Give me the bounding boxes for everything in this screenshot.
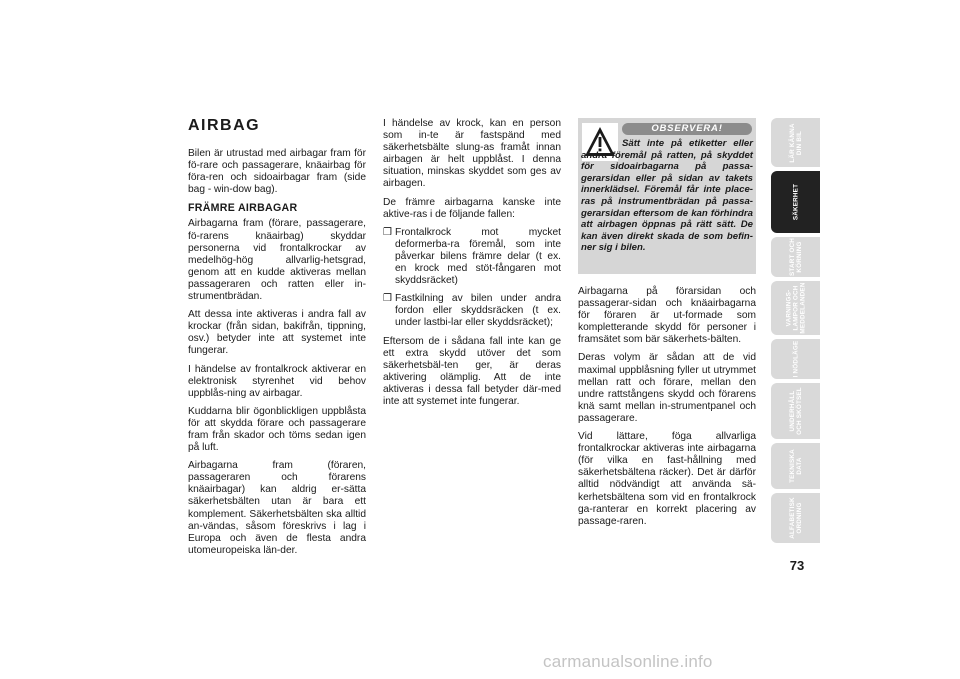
tab-tekniska-data[interactable] bbox=[771, 443, 820, 489]
watermark-text: carmanualsonline.info bbox=[543, 652, 713, 671]
paragraph: Att dessa inte aktiveras i andra fall av krockar (från sidan, bakifrån, tippning, osv.) betyder inte att systemet inte fungerar. bbox=[188, 309, 366, 357]
bullet-text: Frontalkrock mot mycket deformerba-ra föremål, som inte påverkar bilens främre delar (t ex. en krock med stöt-fångaren mot skyddsräcket) bbox=[395, 226, 561, 287]
column-right bbox=[578, 286, 756, 534]
bullet-item bbox=[383, 227, 561, 287]
tab-varningslampor[interactable] bbox=[771, 281, 820, 335]
bullet-text: Fastkilning av bilen under andra fordon eller skyddsräcken (t ex. under lastbi-lar eller skyddsräcket); bbox=[395, 293, 561, 329]
paragraph: Airbagarna fram (förare, passagerare, fö-rarens knäairbag) skyddar personerna vid frontalkrockar av medelhög-hög allvarlig-hetsgrad, genom att en kudde aktiveras mellan passageraren och ratten eller in-strumentbrädan. bbox=[188, 218, 366, 303]
tab-label: TEKNISKA DATA bbox=[788, 449, 803, 483]
paragraph: Airbagarna på förarsidan och passagerar-sidan och knäairbagarna för föraren är ut-formade som kompletterande skydd för personer i framsätet som bär säkerhets-bälten. bbox=[578, 286, 756, 346]
tab-label: I NÖDLÄGE bbox=[792, 340, 799, 378]
warning-notice bbox=[578, 118, 756, 274]
tab-i-nodlage[interactable] bbox=[771, 339, 820, 379]
tab-label: VARNINGS- LAMPOR OCH MEDDELANDEN bbox=[785, 282, 806, 334]
paragraph: I händelse av krock, kan en person som in-te är fastspänd med säkerhetsbälte slung-as framåt innan airbagen är helt uppblåst. I denna situation, minskas skyddet som ges av airbagen. bbox=[383, 118, 561, 190]
subheading: FRÄMRE AIRBAGAR bbox=[188, 202, 298, 215]
tab-alfabetisk-ordning[interactable] bbox=[771, 493, 820, 543]
section-title: AIRBAG bbox=[188, 117, 261, 134]
paragraph: Kuddarna blir ögonblickligen uppblåsta för att skydda förare och passagerare fram från skador och töms sedan igen på luft. bbox=[188, 405, 366, 454]
paragraph: I händelse av frontalkrock aktiverar en elektronisk styrenhet vid behov uppblås-ning av airbagar. bbox=[188, 363, 366, 399]
paragraph: Eftersom de i sådana fall inte kan ge ett extra skydd utöver det som säkerhetsbäl-ten ger, är deras aktivering olämplig. Att de inte aktiveras i dessa fall betyder där-med inte att systemet inte fungerar. bbox=[383, 335, 561, 407]
observera-badge: OBSERVERA! bbox=[622, 123, 752, 135]
paragraph: Airbagarna fram (föraren, passageraren och förarens knäairbagar) kan aldrig er-sätta säkerhetsbälten utan är bara ett komplement. Säkerhetsbälten ska alltid an-vändas, såsom föreskrivs i lag i Europa och även de flesta andra utomeuropeiska län-der. bbox=[188, 460, 366, 556]
paragraph: Deras volym är sådan att de vid maximal uppblåsning fyller ut utrymmet mellan ratt och förare, mellan den undre rattstångens skydd och förarens knä samt mellan in-strumentpanel och passagerare. bbox=[578, 352, 756, 424]
tab-label: ALFABETISK ORDNING bbox=[788, 497, 803, 539]
page-number: 73 bbox=[789, 558, 805, 573]
tab-label: UNDERHÅLL OCH SKÖTSEL bbox=[788, 387, 803, 435]
bullet-item bbox=[383, 293, 561, 329]
intro-paragraph: Bilen är utrustad med airbagar fram för fö-rare och passagerare, knäairbag för föra-ren och sidoairbagar fram (side bag - win-dow bag). bbox=[188, 148, 366, 196]
tab-lar-kanna-din-bil[interactable] bbox=[771, 118, 820, 167]
column-middle bbox=[383, 118, 561, 414]
column-left bbox=[188, 118, 366, 563]
checkbox-bullet-icon: ❒ bbox=[383, 293, 392, 305]
tab-underhall-och-skotsel[interactable] bbox=[771, 383, 820, 439]
paragraph: De främre airbagarna kanske inte aktive-ras i de följande fallen: bbox=[383, 196, 561, 220]
tab-start-och-korning[interactable] bbox=[771, 237, 820, 277]
tab-sakerhet[interactable] bbox=[771, 171, 820, 233]
tab-label: SÄKERHET bbox=[792, 183, 799, 221]
checkbox-bullet-icon: ❒ bbox=[383, 226, 392, 238]
paragraph: Vid lättare, föga allvarliga frontalkrockar aktiveras inte airbagarna (för vilka en fast-hållning med säkerhetsbältena räcker). Det är därför alltid nödvändigt att använda sä-kerhetsbältena som vid en frontalkrock ga-ranterar en korrekt placering av passage-raren. bbox=[578, 431, 756, 527]
notice-text: Sätt inte på etiketter eller andra föremål på ratten, på skyddet för sidoairbagarna på passa-gerarsidan eller på sidan av takets innerklädsel. Föremål får inte place-ras på instrumentbrädan på passa-gerarsidan eftersom de kan förhindra att airbagen öppnas på rätt sätt. De kan även direkt skada de som befin-ner sig i bilen. bbox=[581, 138, 753, 254]
tab-label: LÄR KÄNNA DIN BIL bbox=[788, 122, 803, 163]
tab-label: START OCH KÖRNING bbox=[788, 237, 803, 277]
